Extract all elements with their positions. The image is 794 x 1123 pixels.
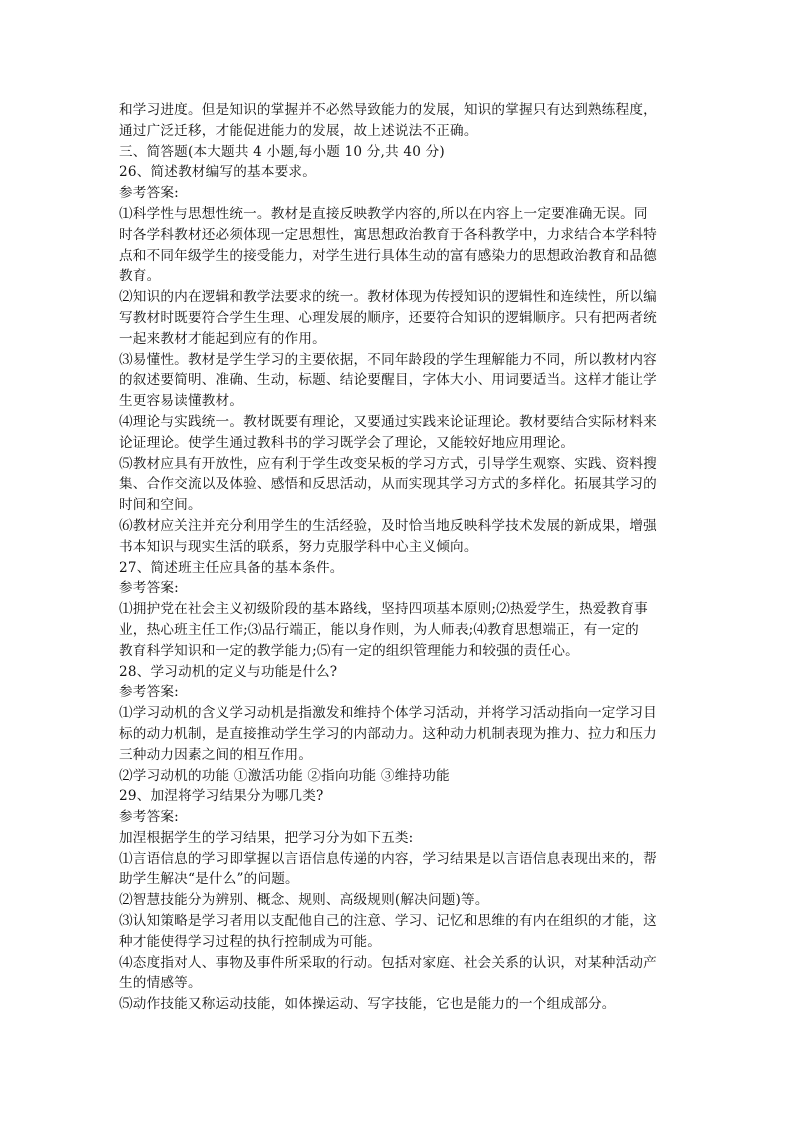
text-line: 论证理论。使学生通过教科书的学习既学会了理论，又能较好地应用理论。 (119, 434, 575, 451)
text-line: 助学生解决“是什么”的问题。 (119, 871, 299, 888)
answer-paragraph (119, 287, 679, 349)
text-line: 书本知识与现实生活的联系，努力克服学科中心主义倾向。 (119, 538, 478, 555)
text-line: 时间和空间。 (119, 497, 202, 514)
text-line: 和学习进度。但是知识的掌握并不必然导致能力的发展，知识的掌握只有达到熟练程度， (119, 102, 657, 118)
question-title: 27、简述班主任应具备的基本条件。 (119, 559, 344, 576)
answer-paragraph (119, 204, 679, 287)
text-line: 的叙述要简明、准确、生动，标题、结论要醒目，字体大小、用词要适当。这样才能让学 (119, 372, 657, 389)
intro-paragraph (119, 100, 679, 142)
text-line: 写教材时既要符合学生生理、心理发展的顺序，还要符合知识的逻辑顺序。只有把两者统 (119, 309, 657, 326)
answer-paragraph (119, 350, 679, 412)
text-line: ⑶认知策略是学习者用以支配他自己的注意、学习、记忆和思维的有内在组织的才能，这 (119, 913, 657, 930)
answer-paragraph (119, 766, 679, 787)
answer-paragraph (119, 994, 679, 1015)
text-line: 加涅根据学生的学习结果，把学习分为如下五类: (119, 829, 414, 846)
answer-label: 参考答案: (119, 684, 179, 701)
text-line: ⑵学习动机的功能 ①激活功能 ②指向功能 ③维持功能 (119, 767, 450, 784)
text-line: ⑹教材应关注并充分利用学生的生活经验，及时恰当地反映科学技术发展的新成果，增强 (119, 517, 657, 534)
text-line: ⑸动作技能又称运动技能，如体操运动、写字技能，它也是能力的一个组成部分。 (119, 996, 616, 1013)
answer-label: 参考答案: (119, 580, 179, 597)
answer-paragraph (119, 911, 679, 953)
question-title: 26、简述教材编写的基本要求。 (119, 164, 317, 181)
text-line: 教育。 (119, 268, 161, 285)
question-title: 29、加涅将学习结果分为哪几类? (119, 788, 324, 805)
answer-paragraph (119, 828, 679, 849)
answer-paragraph (119, 953, 679, 995)
document-page (119, 100, 679, 1015)
text-line: 业，热心班主任工作;⑶品行端正，能以身作则，为人师表;⑷教育思想端正，有一定的 (119, 621, 639, 638)
text-line: 点和不同年级学生的接受能力，对学生进行具体生动的富有感染力的思想政治教育和品德 (119, 247, 657, 264)
answer-label: 参考答案: (119, 185, 179, 202)
answer-paragraph (119, 516, 679, 558)
text-line: 标的动力机制，是直接推动学生学习的内部动力。这种动力机制表现为推力、拉力和压力 (119, 725, 657, 742)
question-27 (119, 558, 679, 662)
answer-paragraph (119, 599, 679, 661)
text-line: 生更容易读懂教材。 (119, 393, 244, 410)
text-line: ⑶易懂性。教材是学生学习的主要依据，不同年龄段的学生理解能力不同，所以教材内容 (119, 351, 657, 368)
text-line: ⑴拥护党在社会主义初级阶段的基本路线，坚持四项基本原则;⑵热爱学生，热爱教育事 (119, 601, 648, 618)
section-heading: 三、简答题(本大题共 4 小题,每小题 10 分,共 40 分) (119, 143, 445, 160)
text-line: ⑴学习动机的含义学习动机是指激发和维持个体学习活动，并将学习活动指向一定学习目 (119, 705, 657, 722)
text-line: ⑵智慧技能分为辨别、概念、规则、高级规则(解决问题)等。 (119, 892, 489, 909)
text-line: 集、合作交流以及体验、感悟和反思活动，从而实现其学习方式的多样化。拓展其学习的 (119, 476, 657, 493)
text-line: 通过广泛迁移，才能促进能力的发展，故上述说法不正确。 (119, 122, 478, 139)
text-line: 教育科学知识和一定的教学能力;⑸有一定的组织管理能力和较强的责任心。 (119, 642, 579, 659)
question-28 (119, 662, 679, 787)
text-line: 种才能使得学习过程的执行控制成为可能。 (119, 933, 382, 950)
text-line: 时各学科教材还必须体现一定思想性，寓思想政治教育于各科教学中，力求结合本学科特 (119, 226, 657, 243)
question-29 (119, 786, 679, 1015)
text-line: 一起来教材才能起到应有的作用。 (119, 330, 326, 347)
text-line: 三种动力因素之间的相互作用。 (119, 746, 313, 763)
text-line: ⑴言语信息的学习即掌握以言语信息传递的内容，学习结果是以言语信息表现出来的，帮 (119, 850, 657, 867)
text-line: ⑴科学性与思想性统一。教材是直接反映教学内容的,所以在内容上一定要准确无误。同 (119, 205, 648, 222)
text-line: ⑷理论与实践统一。教材既要有理论，又要通过实践来论证理论。教材要结合实际材料来 (119, 413, 657, 430)
text-line: 生的情感等。 (119, 975, 202, 992)
text-line: ⑵知识的内在逻辑和教学法要求的统一。教材体现为传授知识的逻辑性和连续性，所以编 (119, 289, 657, 306)
text-line: ⑸教材应具有开放性，应有利于学生改变呆板的学习方式，引导学生观察、实践、资料搜 (119, 455, 657, 472)
question-26 (119, 162, 679, 557)
answer-label: 参考答案: (119, 809, 179, 826)
answer-paragraph (119, 849, 679, 891)
answer-paragraph (119, 412, 679, 454)
text-line: ⑷态度指对人、事物及事件所采取的行动。包括对家庭、社会关系的认识，对某种活动产 (119, 954, 657, 971)
answer-paragraph (119, 703, 679, 765)
question-title: 28、学习动机的定义与功能是什么? (119, 663, 338, 680)
answer-paragraph (119, 890, 679, 911)
answer-paragraph (119, 454, 679, 516)
